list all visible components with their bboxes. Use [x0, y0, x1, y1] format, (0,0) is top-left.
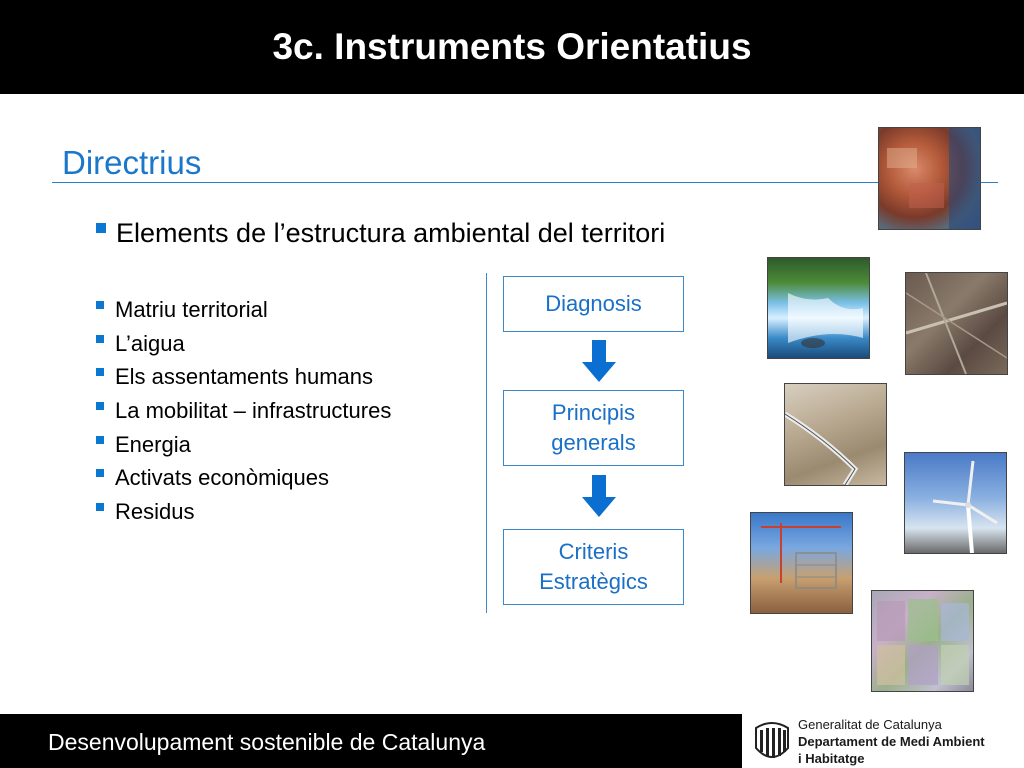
flow-box-label: Criteris [558, 539, 629, 564]
recycling-bales-photo [871, 590, 974, 692]
subtitle-divider [52, 182, 998, 183]
flow-box-label: Diagnosis [545, 291, 642, 316]
flow-box-label: Principis [551, 400, 636, 425]
logo-line-2: Departament de Medi Ambient [798, 734, 985, 749]
satellite-photo [878, 127, 981, 230]
slide-title: 3c. Instruments Orientatius [272, 26, 752, 67]
list-item [96, 495, 391, 529]
list-item [96, 327, 391, 361]
sub-bullet-list [96, 293, 391, 529]
flow-box-label: generals [551, 430, 636, 455]
logo-line-3: i Habitatge [798, 751, 865, 766]
bullet-square-icon [96, 402, 104, 410]
vertical-divider [486, 273, 487, 613]
bullet-square-icon [96, 223, 106, 233]
logo-text [798, 716, 985, 767]
down-arrow-icon [582, 475, 616, 517]
main-bullet [96, 218, 665, 249]
construction-photo [750, 512, 853, 614]
list-item-text: Matriu territorial [115, 296, 268, 322]
bullet-square-icon [96, 436, 104, 444]
list-item-text: L’aigua [115, 330, 185, 356]
footer-text: Desenvolupament sostenible de Catalunya [48, 729, 486, 755]
waterfall-photo [767, 257, 870, 359]
list-item [96, 461, 391, 495]
main-bullet-text: Elements de l’estructura ambiental del territori [116, 218, 666, 248]
flow-box-diagnosis [503, 276, 684, 332]
aerial-city-photo [905, 272, 1008, 375]
list-item-text: Activats econòmiques [115, 465, 329, 491]
title-bar [0, 0, 1024, 94]
section-subtitle: Directrius [62, 144, 202, 181]
list-item [96, 394, 391, 428]
bullet-square-icon [96, 503, 104, 511]
wind-turbine-photo [904, 452, 1007, 554]
bullet-square-icon [96, 469, 104, 477]
list-item [96, 428, 391, 462]
flow-box-criteris [503, 529, 684, 605]
list-item [96, 293, 391, 327]
generalitat-logo-icon [754, 720, 790, 764]
flow-box-label: Estratègics [539, 569, 648, 594]
bullet-square-icon [96, 301, 104, 309]
bullet-square-icon [96, 335, 104, 343]
flow-box-principis [503, 390, 684, 466]
down-arrow-icon [582, 340, 616, 382]
logo-line-1: Generalitat de Catalunya [798, 717, 942, 732]
list-item-text: Els assentaments humans [115, 364, 374, 390]
list-item [96, 360, 391, 394]
highway-photo [784, 383, 887, 486]
list-item-text: Residus [115, 498, 195, 524]
list-item-text: Energia [115, 431, 191, 457]
list-item-text: La mobilitat – infrastructures [115, 397, 392, 423]
bullet-square-icon [96, 368, 104, 376]
